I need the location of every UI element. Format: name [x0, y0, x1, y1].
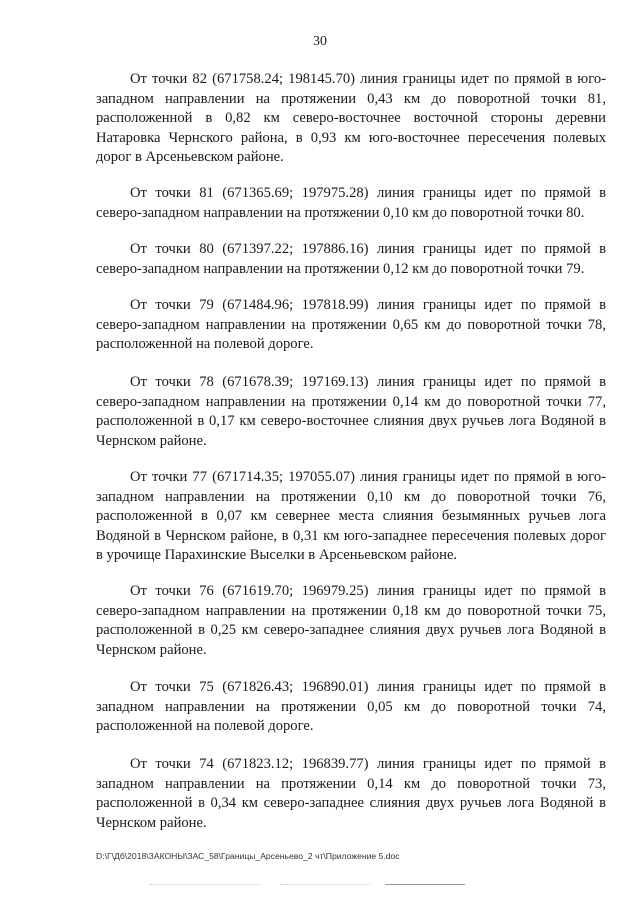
- paragraph-point-82: От точки 82 (671758.24; 198145.70) линия границы идет по прямой в юго-западном направлении на протяжении 0,43 км до поворотной точки 81, расположенной в 0,82 км северо-восточнее восточной стороны деревни Натаровка Чернского района, в 0,93 км юго-восточнее пересечения полевых дорог в Арсеньевском районе.: [96, 71, 606, 165]
- paragraph-point-79: От точки 79 (671484.96; 197818.99) линия границы идет по прямой в северо-западном направлении на протяжении 0,65 км до поворотной точки 78, расположенной на полевой дороге.: [96, 297, 606, 352]
- paragraph-point-75: От точки 75 (671826.43; 196890.01) линия границы идет по прямой в западном направлении на протяжении 0,05 км до поворотной точки 74, расположенной на полевой дороге.: [96, 679, 606, 734]
- paragraph-point-78: От точки 78 (671678.39; 197169.13) линия границы идет по прямой в северо-западном направлении на протяжении 0,14 км до поворотной точки 77, расположенной в 0,17 км северо-восточнее слияния двух ручьев лога Водяной в Чернском районе.: [96, 374, 606, 449]
- footer-file-path: D:\Г\Дб\2018\ЗАКОНЫ\ЗАС_58\Границы_Арсеньево_2 чт\Приложение 5.doc: [96, 851, 400, 861]
- paragraph-point-74: От точки 74 (671823.12; 196839.77) линия границы идет по прямой в западном направлении на протяжении 0,14 км до поворотной точки 73, расположенной в 0,34 км северо-западнее слияния двух ручьев лога Водяной в Чернском районе.: [96, 756, 606, 831]
- paragraph-point-80: От точки 80 (671397.22; 197886.16) линия границы идет по прямой в северо-западном направлении на протяжении 0,12 км до поворотной точки 79.: [96, 241, 606, 277]
- scan-artifact-line: [150, 884, 260, 885]
- scan-artifact-line: [280, 884, 370, 885]
- paragraph-point-76: От точки 76 (671619.70; 196979.25) линия границы идет по прямой в северо-западном направлении на протяжении 0,18 км до поворотной точки 75, расположенной в 0,25 км северо-западнее слияния двух ручьев лога Водяной в Чернском районе.: [96, 583, 606, 658]
- paragraph-point-81: От точки 81 (671365.69; 197975.28) линия границы идет по прямой в северо-западном направлении на протяжении 0,10 км до поворотной точки 80.: [96, 185, 606, 221]
- paragraph-point-77: От точки 77 (671714.35; 197055.07) линия границы идет по прямой в юго-западном направлении на протяжении 0,10 км до поворотной точки 76, расположенной в 0,07 км севернее места слияния безымянных ручьев лога Водяной в Чернском районе, в 0,31 км юго-западнее пересечения полевых дорог в урочище Парахинские Выселки в Арсеньевском районе.: [96, 469, 606, 563]
- page-number: 30: [313, 34, 327, 49]
- scan-artifact-line: [385, 884, 465, 885]
